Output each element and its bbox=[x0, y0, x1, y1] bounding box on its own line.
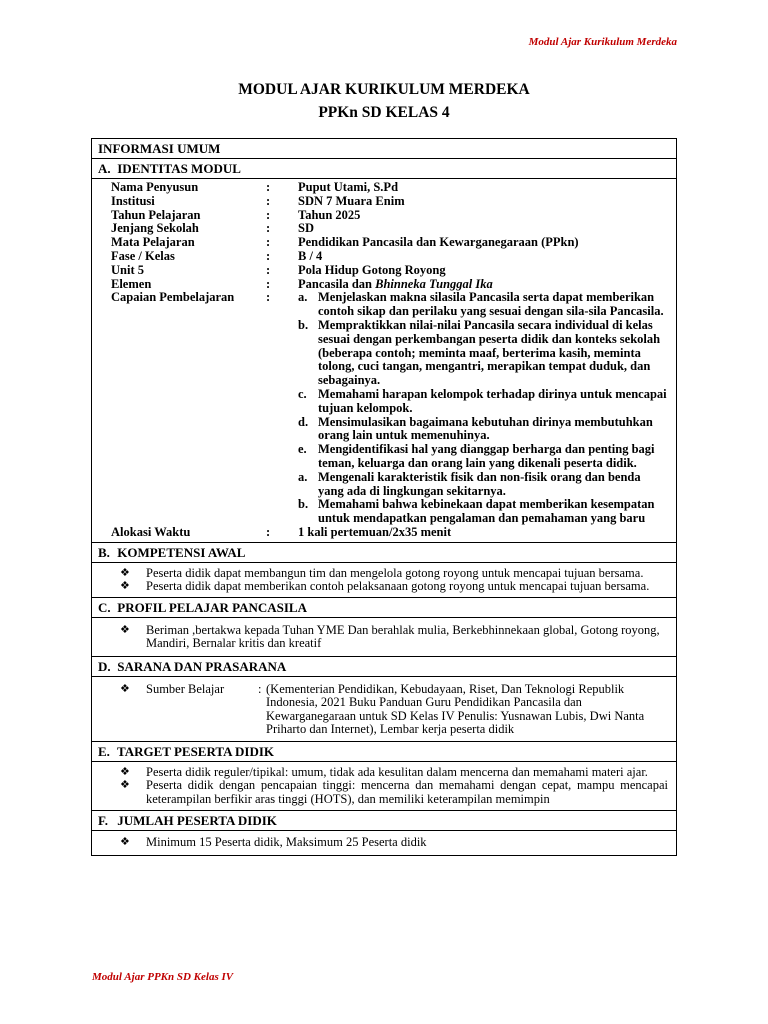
module-info-table bbox=[91, 138, 677, 856]
section-d-header: D. SARANA DAN PRASARANA bbox=[92, 657, 676, 677]
section-e-header: E. TARGET PESERTA DIDIK bbox=[92, 742, 676, 762]
capaian-item: e. Mengidentifikasi hal yang dianggap berharga dan penting bagi teman, keluarga dan orang lain yang dikenali peserta didik. bbox=[298, 442, 655, 470]
list-item: ❖ Peserta didik dapat membangun tim dan mengelola gotong royong untuk mencapai tujuan bersama. bbox=[92, 567, 676, 581]
list-item: ❖ Beriman ,bertakwa kepada Tuhan YME Dan berahlak mulia, Berkebhinnekaan global, Gotong royong, Mandiri, Bernalar kritis dan kreatif bbox=[92, 624, 676, 651]
identity-row-unit: Unit 5 : Pola Hidup Gotong Royong bbox=[111, 262, 446, 277]
capaian-item: a. Menjelaskan makna silasila Pancasila serta dapat memberikan contoh sikap dan perilaku yang sesuai dengan sila-sila Pancasila. bbox=[298, 290, 664, 319]
list-item: ❖ Sumber Belajar : (Kementerian Pendidikan, Kebudayaan, Riset, Dan Teknologi Republik Indonesia, 2021 Buku Panduan Guru Pendidikan Pancasila dan Kewarganegaraan untuk SD Kelas IV Penulis: Yusnawan Lubis, Dwi Nanta Priharto dan Internet), Lembar kerja peserta didik bbox=[92, 683, 676, 737]
section-b-header: B. KOMPETENSI AWAL bbox=[92, 543, 676, 563]
document-subtitle: PPKn SD KELAS 4 bbox=[318, 104, 450, 121]
section-a-header: A. IDENTITAS MODUL bbox=[92, 159, 676, 179]
sarana-prasarana-body bbox=[92, 677, 676, 742]
capaian-list bbox=[298, 291, 676, 526]
identity-row-capaian: Capaian Pembelajaran : a. Menjelaskan makna silasila Pancasila serta dapat memberikan contoh sikap dan perilaku yang sesuai dengan sila-sila Pancasila. b. Mempraktikkan nilai-nilai Pancasila secara individual di kelas sesuai dengan perkembangan peserta didik dan konteks sekolah (beberapa contoh; meminta maaf, berterima kasih, meminta tolong, cuci tangan, mengantri, merapikan tempat duduk, dan sebagainya. c. Memahami harapan kelompok terhadap dirinya untuk mencapai tujuan kelompok. d. Mensimulasikan bagaimana kebutuhan dirinya membutuhkan orang lain untuk memenuhinya. e. Mengidentifikasi hal yang dianggap berharga dan penting bagi teman, keluarga dan orang lain yang dikenali peserta didik. a. Mengenali karakteristik fisik dan non-fisik orang dan benda yang ada di lingkungan sekitarnya. b. Memahami bahwa kebinekaan dapat memberikan kesempatan untuk mendapatkan pengalaman dan pemahaman yang baru bbox=[92, 291, 676, 526]
diamond-bullet-icon: ❖ bbox=[120, 623, 130, 636]
list-item: ❖ Minimum 15 Peserta didik, Maksimum 25 Peserta didik bbox=[92, 836, 676, 850]
diamond-bullet-icon: ❖ bbox=[120, 779, 130, 792]
identity-row-jenjang-sekolah: Jenjang Sekolah : SD bbox=[111, 221, 314, 236]
section-f-header: F. JUMLAH PESERTA DIDIK bbox=[92, 811, 676, 831]
running-header: Modul Ajar Kurikulum Merdeka bbox=[528, 36, 677, 48]
capaian-item: a. Mengenali karakteristik fisik dan non-fisik orang dan benda yang ada di lingkungan sekitarnya. bbox=[298, 469, 641, 498]
diamond-bullet-icon: ❖ bbox=[120, 682, 130, 695]
kompetensi-awal-body bbox=[92, 563, 676, 598]
capaian-item: d. Mensimulasikan bagaimana kebutuhan dirinya membutuhkan orang lain untuk memenuhinya. bbox=[298, 414, 653, 443]
identity-row-nama-penyusun: Nama Penyusun : Puput Utami, S.Pd bbox=[111, 180, 399, 194]
list-item: ❖ Peserta didik dengan pencapaian tinggi: mencerna dan memahami dengan cepat, mampu mencapai keterampilan berfikir aras tinggi (HOTS), dan memiliki keterampilan memimpin bbox=[92, 779, 676, 806]
identity-row-elemen: Elemen : Pancasila dan Bhinneka Tunggal Ika bbox=[111, 276, 493, 291]
document-title: MODUL AJAR KURIKULUM MERDEKA bbox=[238, 81, 530, 98]
capaian-item: b. Memahami bahwa kebinekaan dapat memberikan kesempatan untuk mendapatkan pengalaman dan pemahaman yang baru bbox=[298, 497, 655, 526]
identity-row-mata-pelajaran: Mata Pelajaran : Pendidikan Pancasila dan Kewarganegaraan (PPkn) bbox=[111, 235, 579, 250]
diamond-bullet-icon: ❖ bbox=[120, 580, 130, 593]
list-item: ❖ Peserta didik dapat memberikan contoh pelaksanaan gotong royong untuk mencapai tujuan bersama. bbox=[92, 580, 676, 594]
capaian-item: c. Memahami harapan kelompok terhadap dirinya untuk mencapai tujuan kelompok. bbox=[298, 386, 667, 415]
identity-row-fase-kelas: Fase / Kelas : B / 4 bbox=[111, 248, 323, 263]
list-item: ❖ Peserta didik reguler/tipikal: umum, tidak ada kesulitan dalam mencerna dan memahami materi ajar. bbox=[92, 766, 676, 780]
capaian-item: b. Mempraktikkan nilai-nilai Pancasila secara individual di kelas sesuai dengan perkembangan peserta didik dan konteks sekolah (beberapa contoh; meminta maaf, berterima kasih, meminta tolong, cuci tangan, mengantri, merapikan tempat duduk, dan sebagainya. bbox=[298, 317, 661, 388]
profil-pelajar-body bbox=[92, 618, 676, 657]
jumlah-peserta-body bbox=[92, 831, 676, 855]
section-c-header: C. PROFIL PELAJAR PANCASILA bbox=[92, 598, 676, 618]
target-peserta-body bbox=[92, 762, 676, 812]
identity-row-tahun-pelajaran: Tahun Pelajaran : Tahun 2025 bbox=[111, 207, 361, 222]
identity-row-alokasi-waktu: Alokasi Waktu : 1 kali pertemuan/2x35 menit bbox=[111, 524, 452, 539]
running-footer: Modul Ajar PPKn SD Kelas IV bbox=[92, 971, 234, 983]
informasi-umum-header: INFORMASI UMUM bbox=[92, 139, 676, 159]
identity-row-institusi: Institusi : SDN 7 Muara Enim bbox=[111, 193, 405, 208]
identitas-modul-body bbox=[92, 179, 676, 543]
diamond-bullet-icon: ❖ bbox=[120, 765, 130, 778]
diamond-bullet-icon: ❖ bbox=[120, 566, 130, 579]
diamond-bullet-icon: ❖ bbox=[120, 836, 130, 849]
